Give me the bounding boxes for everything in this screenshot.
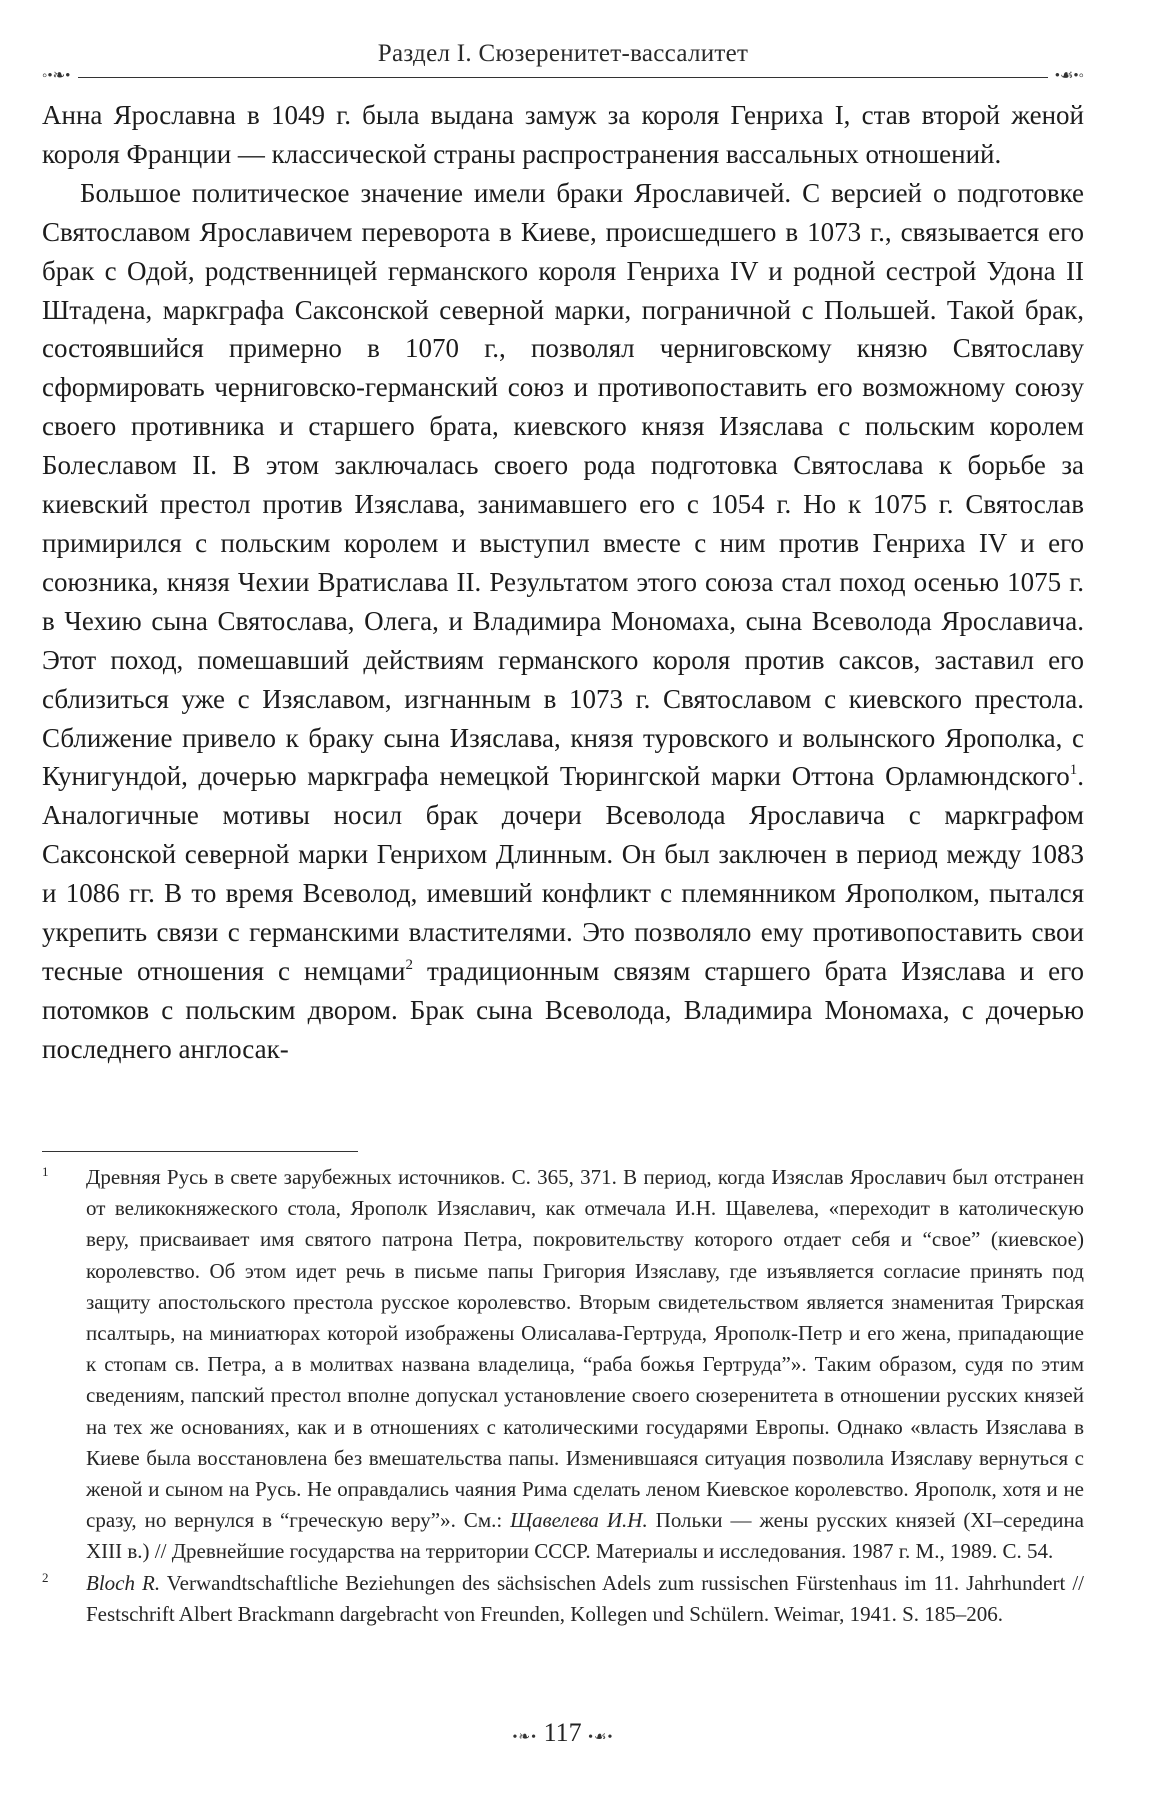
footnote-citation: Verwandtschaftliche Beziehungen des sächsischen Adels zum russischen Fürstenhaus im 11. Jahrhundert // Festschrift Albert Brackmann dargebracht von Freunden, Kollegen und Schülern. Weimar, 1941. S. 185–206. <box>86 1570 1084 1626</box>
main-text <box>42 96 1084 1069</box>
running-title: Раздел I. Сюзеренитет-вассалитет <box>377 40 749 67</box>
folio-ornament-left: •❧• <box>512 1730 538 1745</box>
header-rule <box>42 70 1084 84</box>
footnote-number: 1 <box>42 1164 49 1179</box>
footnote-2 <box>42 1568 1084 1630</box>
footnote-author: Bloch R. <box>86 1570 161 1595</box>
footnote-1 <box>42 1162 1084 1568</box>
footnote-text: Древняя Русь в свете зарубежных источников. С. 365, 371. В период, когда Изяслав Ярославич был отстранен от великокняжеского стола, Ярополк Изяславич, как отмечала И.Н. Щавелева, «переходит в католическую веру, присваивает имя святого патрона Петра, покровительству которого отдает себя и “свое” (киевское) королевство. Об этом идет речь в письме папы Григория Изяславу, где изъявляется согласие принять под защиту апостольского престола русское королевство. Вторым свидетельством является знаменитая Трирская псалтырь, на миниатюрах которой изображены Олисалава-Гертруда, Ярополк-Петр и его жена, припадающие к стопам св. Петра, а в молитвах названа владелица, “раба божья Гертруда”». Таким образом, судя по этим сведениям, папский престол вполне допускал установление своего сюзеренитета в отношении русских князей на тех же основаниях, как и в отношениях с католическими государями Европы. Однако «власть Изяслава в Киеве была восстановлена без вмешательства папы. Изменившаяся ситуация позволила Изяславу вернуться с женой и сыном на Русь. Не оправдались чаяния Рима сделать леном Киевское королевство. Ярополк, хотя и не сразу, но вернулся в “греческую веру”». См.: <box>86 1165 1084 1533</box>
footnote-author: Щавелева И.Н. <box>510 1508 648 1533</box>
header-rule-line <box>78 77 1048 78</box>
footnote-citation: Польки — жены русских князей (XI–середина XIII в.) // Древнейшие государства на территории СССР. Материалы и исследования. 1987 г. М., 1989. С. 54. <box>86 1508 1085 1564</box>
header-ornament-right: •☙•◦ <box>1054 68 1084 84</box>
paragraph-1: Анна Ярославна в 1049 г. была выдана замуж за короля Генриха I, став второй женой короля Франции — классической страны распространения вассальных отношений. <box>42 100 1084 169</box>
paragraph-2 <box>42 174 1084 1069</box>
paragraph-2-part-1: Большое политическое значение имели браки Ярославичей. С версией о подготовке Святославом Ярославичем переворота в Киеве, происшедшего в 1073 г., связывается его брак с Одой, родственницей германского короля Генриха IV и родной сестрой Удона II Штадена, маркграфа Саксонской северной марки, пограничной с Польшей. Такой брак, состоявшийся примерно в 1070 г., позволял черниговскому князю Святославу сформировать черниговско-германский союз и противопоставить его возможному союзу своего противника и старшего брата, киевского князя Изяслава с польским королем Болеславом II. В этом заключалась своего рода подготовка Святослава к борьбе за киевский престол против Изяслава, занимавшего его с 1054 г. Но к 1075 г. Святослав примирился с польским королем и выступил вместе с ним против Генриха IV и его союзника, князя Чехии Вратислава II. Результатом этого союза стал поход осенью 1075 г. в Чехию сына Святослава, Олега, и Владимира Мономаха, сына Всеволода Ярославича. Этот поход, помешавший действиям германского короля против саксов, заставил его сблизиться уже с Изяславом, изгнанным в 1073 г. Святославом с киевского престола. Сближение привело к браку сына Изяслава, князя туровского и волынского Ярополка, с Кунигундой, дочерью маркграфа немецкой Тюрингской марки Оттона Орламюндского <box>42 177 1084 792</box>
footnotes <box>42 1162 1084 1630</box>
page-number-block <box>42 1718 1084 1748</box>
footnote-number: 2 <box>42 1569 49 1585</box>
footnote-separator <box>42 1151 358 1152</box>
footnote-ref-2[interactable]: 2 <box>405 956 413 973</box>
paragraph-2-part-2: . Аналогичные мотивы носил брак дочери Всеволода Ярославича с маркграфом Саксонской северной марки Генрихом Длинным. Он был заключен в период между 1083 и 1086 гг. В то время Всеволод, имевший конфликт с племянником Ярополком, пытался укрепить связи с германскими властителями. Это позволяло ему противопоставить свои тесные отношения с немцами <box>42 761 1084 986</box>
footnote-ref-1[interactable]: 1 <box>1069 762 1078 779</box>
folio-ornament-right: •☙• <box>588 1730 614 1745</box>
paragraph-2-part-3: традиционным связям старшего брата Изяслава и его потомков с польским двором. Брак сына Всеволода, Владимира Мономаха, с дочерью последнего англосак- <box>42 955 1084 1064</box>
header-ornament-left: ◦•❧• <box>42 68 71 84</box>
page-number: 117 <box>543 1718 582 1747</box>
